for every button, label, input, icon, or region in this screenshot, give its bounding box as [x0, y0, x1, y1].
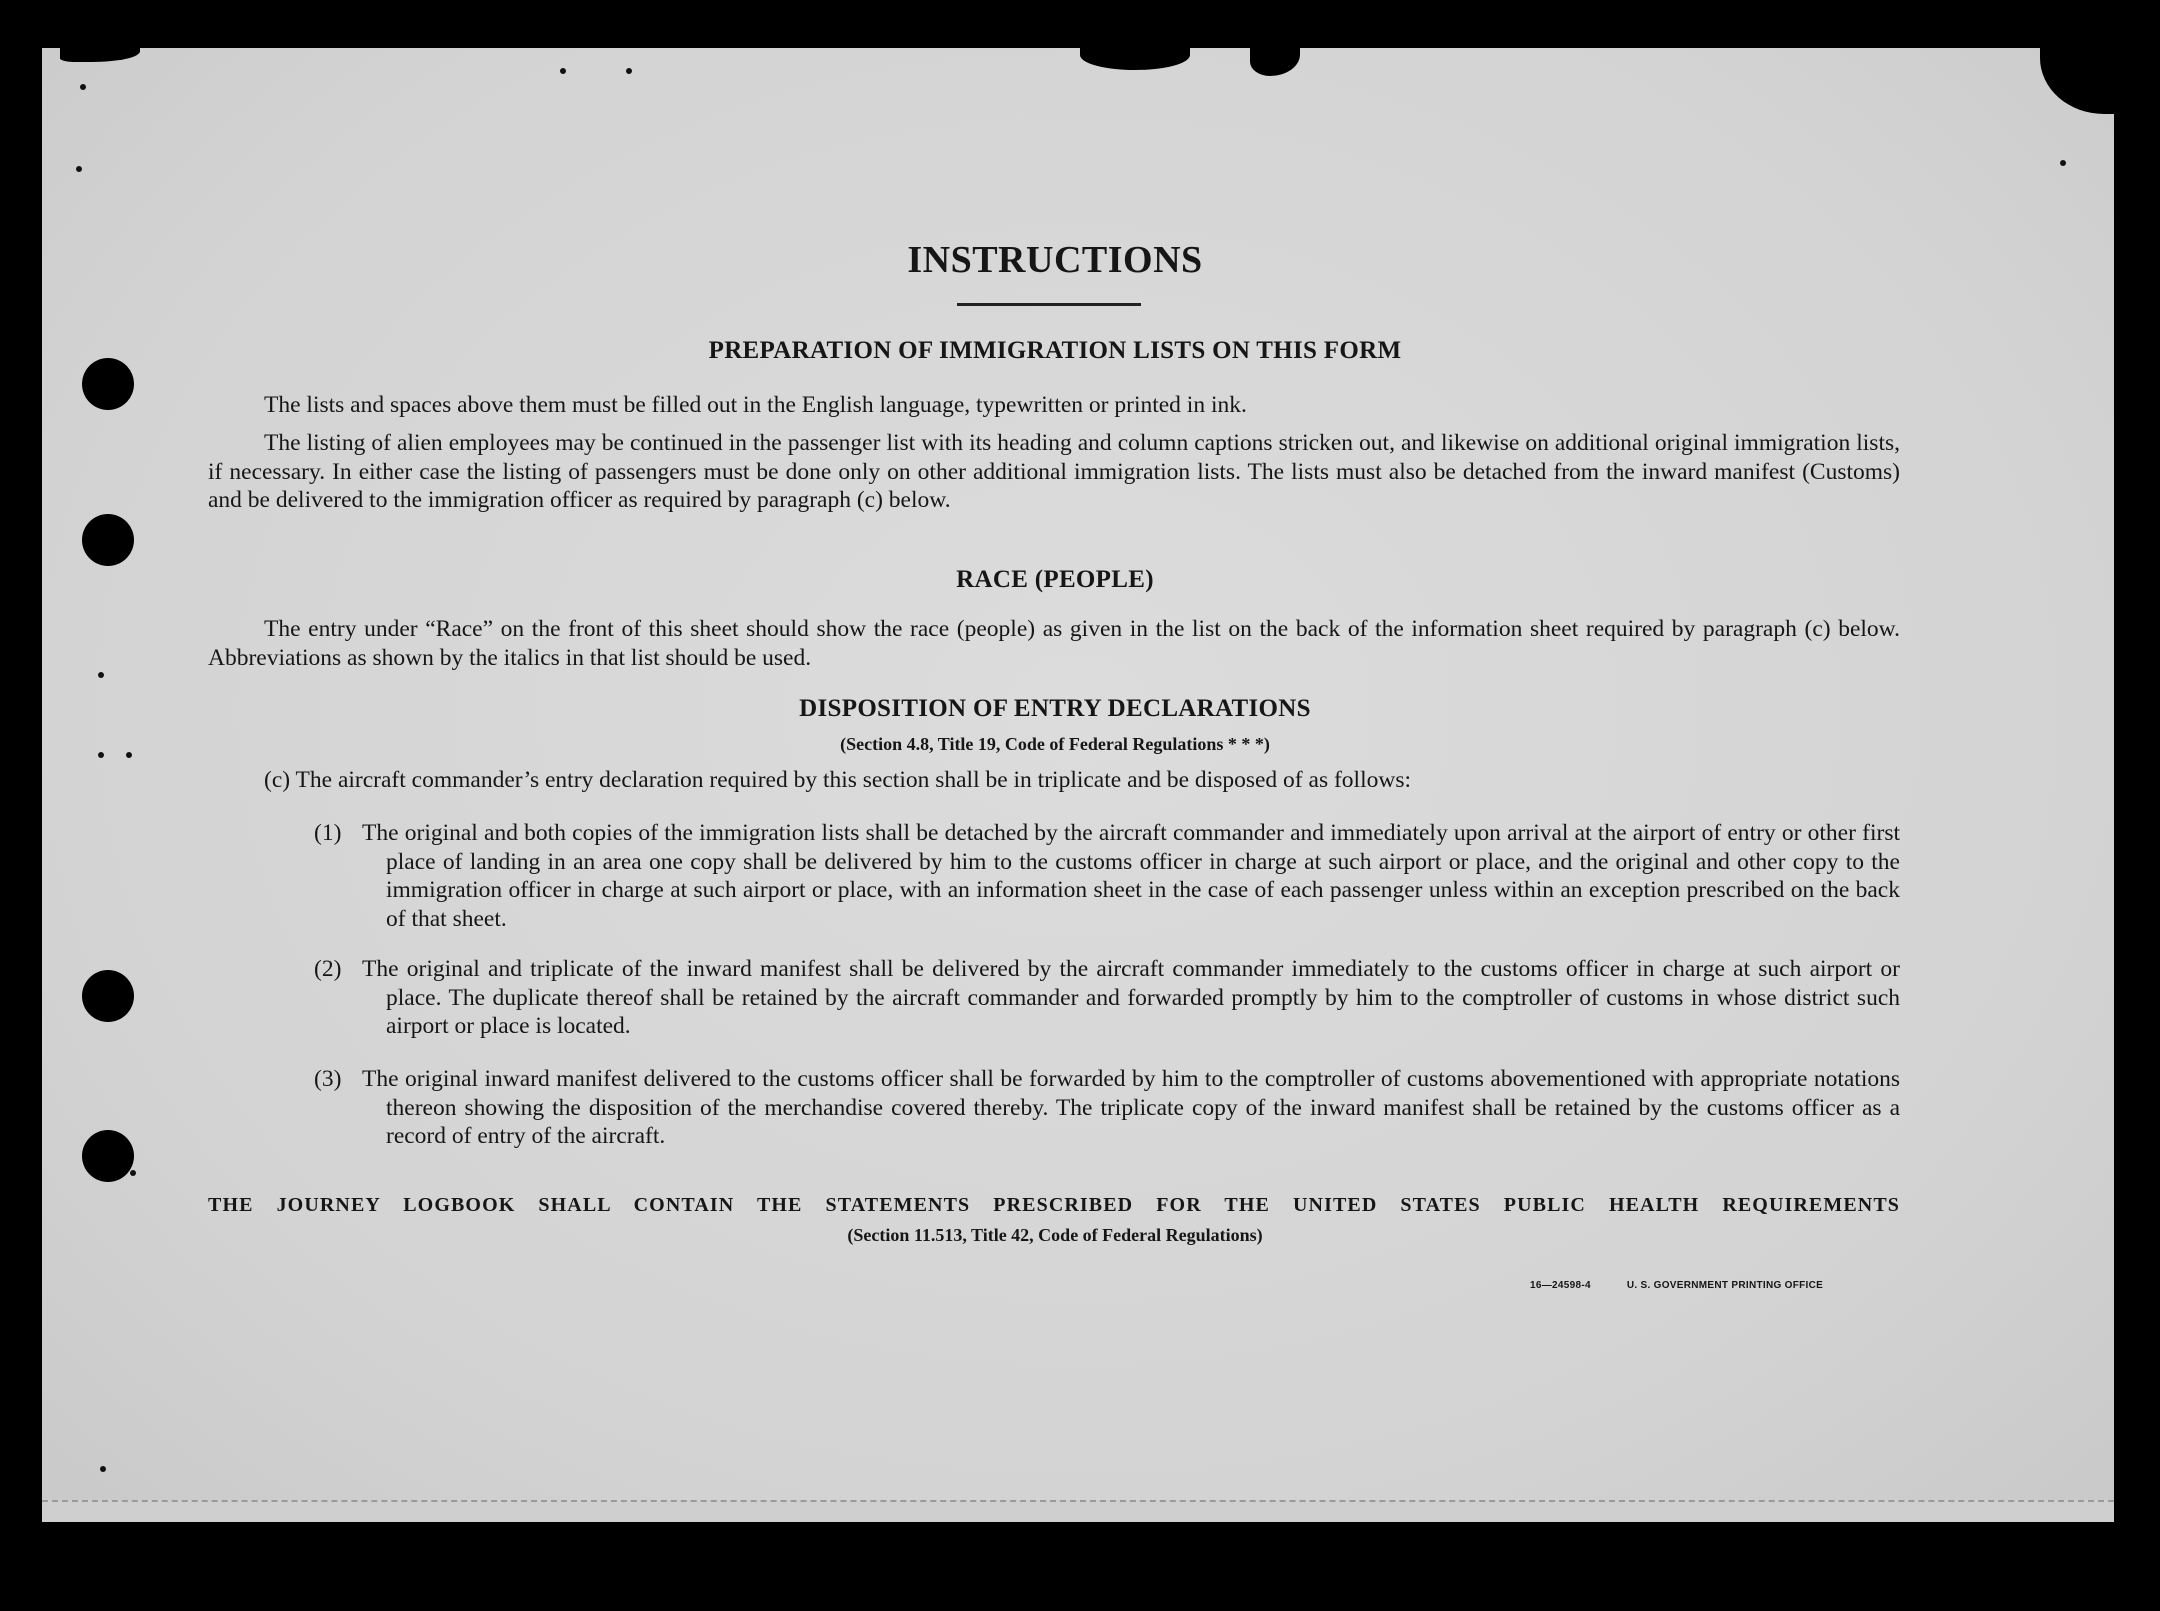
- form-code: 16—24598-4: [1530, 1280, 1591, 1291]
- item-number: (1): [314, 820, 342, 846]
- section-heading-preparation: PREPARATION OF IMMIGRATION LISTS ON THIS FORM: [708, 337, 1402, 364]
- section-heading-disposition: DISPOSITION OF ENTRY DECLARATIONS: [799, 695, 1311, 722]
- section-heading-race: RACE (PEOPLE): [956, 566, 1154, 593]
- paragraph-race: The entry under “Race” on the front of this sheet should show the race (people) as given in the list on the back of the information sheet required by paragraph (c) below. Abbreviations as shown by the italics in that list should be used.: [208, 616, 1900, 671]
- disposition-intro: (c) The aircraft commander’s entry declaration required by this section shall be in triplicate and be disposed of as follows:: [264, 767, 1411, 793]
- disposition-item-3: [314, 1065, 1900, 1151]
- paragraph-preparation-1: The lists and spaces above them must be filled out in the English language, typewritten or printed in ink.: [264, 392, 1247, 418]
- printing-office-note: [1530, 1280, 1823, 1291]
- disposition-item-2: [314, 955, 1900, 1041]
- disposition-citation: (Section 4.8, Title 19, Code of Federal Regulations * * *): [840, 734, 1270, 754]
- item-text: The original and triplicate of the inward manifest shall be delivered by the aircraft commander immediately to the customs officer in charge at such airport or place. The duplicate thereof shall be retained by the aircraft commander and forwarded promptly by him to the comptroller of customs in whose district such airport or place is located.: [362, 956, 1900, 1039]
- title-rule: [957, 303, 1141, 306]
- item-number: (2): [314, 956, 342, 982]
- journey-citation: (Section 11.513, Title 42, Code of Federal Regulations): [847, 1225, 1263, 1245]
- item-text: The original inward manifest delivered to the customs officer shall be forwarded by him to the comptroller of customs abovementioned with appropriate notations thereon showing the disposition of the merchandise covered thereby. The triplicate copy of the inward manifest shall be retained by the customs officer as a record of entry of the aircraft.: [362, 1066, 1900, 1149]
- journey-logbook-statement: THE JOURNEY LOGBOOK SHALL CONTAIN THE STATEMENTS PRESCRIBED FOR THE UNITED STATES PUBLIC HEALTH REQUIREMENTS: [208, 1194, 1900, 1216]
- printer-credit: U. S. GOVERNMENT PRINTING OFFICE: [1626, 1280, 1824, 1291]
- item-text: The original and both copies of the immigration lists shall be detached by the aircraft commander and immediately upon arrival at the airport of entry or other first place of landing in an area one copy shall be delivered by him to the customs officer in charge at such airport or place, and the original and other copy to the immigration officer in charge at such airport or place, with an information sheet in the case of each passenger unless within an exception prescribed on the back of that sheet.: [362, 820, 1900, 932]
- item-number: (3): [314, 1066, 342, 1092]
- disposition-item-1: [314, 819, 1900, 933]
- paragraph-preparation-2: The listing of alien employees may be continued in the passenger list with its heading and column captions stricken out, and likewise on additional original immigration lists, if necessary. In either case the listing of passengers must be done only on other additional immigration lists. The lists must also be detached from the inward manifest (Customs) and be delivered to the immigration officer as required by paragraph (c) below.: [208, 430, 1900, 513]
- page-title: INSTRUCTIONS: [907, 239, 1203, 281]
